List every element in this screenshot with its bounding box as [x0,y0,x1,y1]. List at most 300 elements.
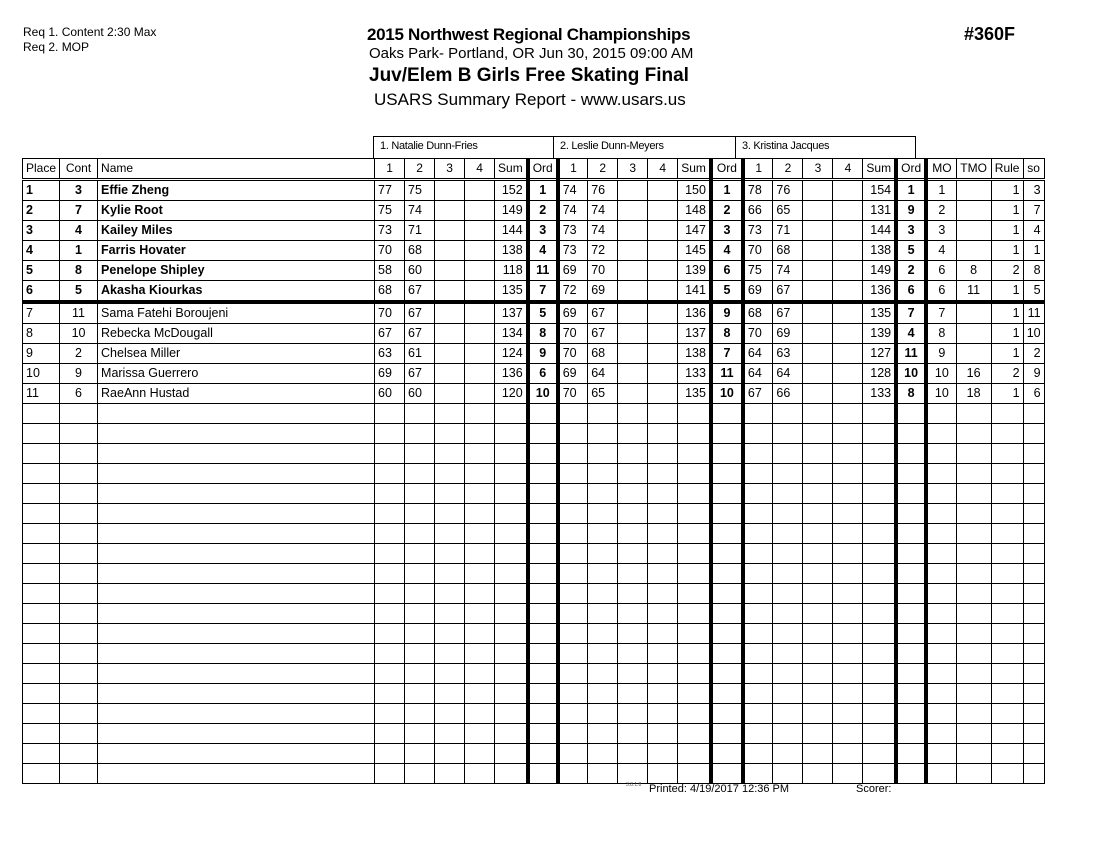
judge-2-cell [558,664,588,684]
judge-2-score-1: 70 [558,384,588,404]
judge-1-cell [405,584,435,604]
judge-3-cell [743,764,773,784]
cont-cell: 3 [60,180,98,201]
rule-cell: 2 [991,261,1023,281]
judge-1-cell [435,704,465,724]
rule-cell: 1 [991,221,1023,241]
judge-3-cell [803,724,833,744]
judge-1-cell [375,404,405,424]
judge-1-score-1: 77 [375,180,405,201]
skater-name [98,644,375,664]
place-cell [23,444,60,464]
blank-row [23,544,1045,564]
judge-2-score-4 [648,221,678,241]
tmo-cell [956,604,991,624]
judge-3-ordinal [896,724,926,744]
skater-name: Marissa Guerrero [98,364,375,384]
tmo-cell [956,241,991,261]
judge-3-score-4 [833,201,863,221]
judge-3-cell [743,724,773,744]
judge-1-score-4 [465,281,495,303]
mo-cell: 1 [926,180,956,201]
judge-1-cell [375,684,405,704]
judge-2-score-2: 67 [588,324,618,344]
cont-cell: 9 [60,364,98,384]
tmo-cell [956,464,991,484]
so-cell: 11 [1023,302,1044,324]
judge-1-score-3 [435,281,465,303]
judge-3-score-3 [803,384,833,404]
judge-2-cell [648,504,678,524]
judge-2-ordinal [711,444,743,464]
judge-1-cell [495,444,528,464]
judge-1-cell [435,484,465,504]
mo-cell [926,524,956,544]
blank-row [23,604,1045,624]
judge-2-ordinal [711,404,743,424]
judge-2-sum: 138 [678,344,711,364]
rule-cell [991,404,1023,424]
tmo-cell: 18 [956,384,991,404]
table-row [23,281,1045,303]
judge-1-sum: 138 [495,241,528,261]
judge-2-cell [648,484,678,504]
judge-3-cell [803,464,833,484]
judge-2-cell [678,704,711,724]
judge-2-cell [558,764,588,784]
judge-1-cell [405,764,435,784]
header-place: Place [23,159,60,180]
table-row [23,201,1045,221]
judge-1-ordinal [528,564,558,584]
cont-cell [60,444,98,464]
judge-2-score-2: 76 [588,180,618,201]
judge-3-cell [863,404,896,424]
judge-1-cell [435,764,465,784]
header-cont: Cont [60,159,98,180]
judge-3-score-1: 64 [743,364,773,384]
judge-2-ordinal [711,484,743,504]
judge-2-cell [558,544,588,564]
judge-2-score-3 [618,324,648,344]
judge-3-ordinal [896,544,926,564]
judge-2-cell [588,604,618,624]
so-cell [1023,504,1044,524]
judge-2-score-1: 74 [558,180,588,201]
judge-2-cell [558,584,588,604]
judge-1-ordinal [528,424,558,444]
judge-2-score-4 [648,344,678,364]
judge-1-cell [375,744,405,764]
judge-3-cell [863,444,896,464]
rule-cell: 1 [991,241,1023,261]
judge-2-cell [618,764,648,784]
mo-cell [926,564,956,584]
judge-3-sum: 136 [863,281,896,303]
judge-2-cell [558,624,588,644]
judge-2-cell [648,404,678,424]
judge-1-score-3 [435,364,465,384]
judge-2-score-3 [618,241,648,261]
judge-1-cell [495,684,528,704]
judge-1-ordinal: 7 [528,281,558,303]
place-cell: 9 [23,344,60,364]
skater-name [98,404,375,424]
judge-2-ordinal: 6 [711,261,743,281]
judge-1-score-3 [435,241,465,261]
judge-1-cell [405,464,435,484]
judge-3-ordinal [896,624,926,644]
mo-cell [926,444,956,464]
judge-3-cell [833,544,863,564]
judge-3-cell [833,404,863,424]
cont-cell: 1 [60,241,98,261]
skater-name [98,484,375,504]
judge-1-cell [435,624,465,644]
judge-3-score-3 [803,201,833,221]
judge-1-score-2: 61 [405,344,435,364]
judge-3-cell [833,484,863,504]
header-j2-sum: Sum [678,159,711,180]
mo-cell: 8 [926,324,956,344]
judge-1-cell [435,644,465,664]
judge-1-score-3 [435,180,465,201]
championship-title: 2015 Northwest Regional Championships [367,25,691,44]
rule-cell [991,684,1023,704]
judge-2-cell [558,724,588,744]
skater-name: Chelsea Miller [98,344,375,364]
so-cell: 9 [1023,364,1044,384]
judge-3-score-3 [803,281,833,303]
blank-row [23,744,1045,764]
header-rule: Rule [991,159,1023,180]
judge-1-cell [405,684,435,704]
judge-2-cell [678,624,711,644]
judge-1-cell [465,524,495,544]
judge-1-cell [495,644,528,664]
judge-1-cell [435,444,465,464]
mo-cell [926,464,956,484]
judge-3-score-2: 65 [773,201,803,221]
rule-cell: 1 [991,344,1023,364]
blank-row [23,584,1045,604]
software-version: 3.8.1.8 [626,782,642,788]
header-j2-s3: 3 [618,159,648,180]
judge-1-cell [375,664,405,684]
judge-1-ordinal [528,644,558,664]
blank-row [23,524,1045,544]
judge-1-cell [465,604,495,624]
header-j3-s3: 3 [803,159,833,180]
rule-cell [991,544,1023,564]
judge-3-cell [803,564,833,584]
judge-2-cell [558,684,588,704]
judge-2-ordinal [711,704,743,724]
so-cell [1023,604,1044,624]
judge-3-ordinal: 7 [896,302,926,324]
judge-3-score-1: 73 [743,221,773,241]
judge-3-cell [863,464,896,484]
place-cell: 8 [23,324,60,344]
so-cell: 5 [1023,281,1044,303]
judge-3-ordinal: 2 [896,261,926,281]
judge-1-cell [405,664,435,684]
so-cell [1023,744,1044,764]
judge-2-cell [618,744,648,764]
judge-2-cell [678,424,711,444]
judge-2-cell [588,544,618,564]
judge-3-cell [863,744,896,764]
judge-1-cell [405,564,435,584]
judge-1-ordinal: 3 [528,221,558,241]
judge-2-ordinal [711,584,743,604]
judge-2-header: 2. Leslie Dunn-Meyers [553,136,736,158]
judge-1-cell [495,524,528,544]
place-cell [23,504,60,524]
judge-1-score-4 [465,241,495,261]
so-cell [1023,584,1044,604]
header-j1-s1: 1 [375,159,405,180]
judge-1-score-1: 69 [375,364,405,384]
judge-1-cell [435,404,465,424]
judge-1-score-4 [465,261,495,281]
judge-2-cell [558,524,588,544]
judge-1-score-2: 74 [405,201,435,221]
rule-cell [991,664,1023,684]
judge-1-score-3 [435,261,465,281]
judge-2-cell [648,684,678,704]
judge-3-cell [803,624,833,644]
tmo-cell [956,180,991,201]
judge-2-cell [678,584,711,604]
so-cell [1023,704,1044,724]
judge-3-score-3 [803,241,833,261]
judge-3-cell [743,544,773,564]
so-cell [1023,484,1044,504]
judge-3-ordinal [896,504,926,524]
scorer-label: Scorer: [856,783,892,795]
cont-cell [60,544,98,564]
judge-2-ordinal: 8 [711,324,743,344]
judge-3-cell [863,724,896,744]
results-table [22,158,1045,784]
judge-3-ordinal [896,664,926,684]
rule-cell: 1 [991,201,1023,221]
tmo-cell [956,664,991,684]
judge-2-score-3 [618,281,648,303]
cont-cell: 4 [60,221,98,241]
skater-name [98,744,375,764]
judge-2-cell [648,444,678,464]
judge-3-ordinal [896,404,926,424]
judge-2-cell [648,744,678,764]
judge-1-cell [465,764,495,784]
judge-2-ordinal [711,664,743,684]
judge-1-sum: 118 [495,261,528,281]
mo-cell [926,504,956,524]
judge-1-score-1: 73 [375,221,405,241]
judge-1-cell [405,444,435,464]
judge-1-score-4 [465,221,495,241]
judge-1-cell [375,624,405,644]
place-cell [23,424,60,444]
judge-1-score-2: 68 [405,241,435,261]
event-number: #360F [964,24,1016,44]
header-mo: MO [926,159,956,180]
header-tmo: TMO [956,159,991,180]
blank-row [23,404,1045,424]
judge-3-cell [833,444,863,464]
rule-cell: 1 [991,384,1023,404]
judge-3-score-1: 69 [743,281,773,303]
cont-cell: 5 [60,281,98,303]
judge-3-score-2: 63 [773,344,803,364]
judge-3-cell [773,524,803,544]
header-j2-s2: 2 [588,159,618,180]
mo-cell: 10 [926,364,956,384]
judge-3-cell [833,464,863,484]
judge-1-cell [465,424,495,444]
tmo-cell [956,684,991,704]
judge-2-cell [588,404,618,424]
judge-2-cell [678,544,711,564]
judge-1-ordinal [528,704,558,724]
cont-cell [60,644,98,664]
judge-1-cell [495,664,528,684]
judge-3-score-4 [833,281,863,303]
blank-row [23,564,1045,584]
judge-3-cell [833,504,863,524]
blank-row [23,424,1045,444]
judge-1-ordinal: 6 [528,364,558,384]
judge-1-cell [405,704,435,724]
judge-1-cell [465,684,495,704]
judge-3-ordinal: 1 [896,180,926,201]
tmo-cell [956,704,991,724]
judge-2-sum: 147 [678,221,711,241]
judge-1-score-4 [465,344,495,364]
judge-3-cell [803,504,833,524]
judge-2-score-3 [618,364,648,384]
judge-2-cell [678,484,711,504]
so-cell [1023,544,1044,564]
judge-3-ordinal [896,604,926,624]
judge-2-score-3 [618,344,648,364]
rule-cell [991,704,1023,724]
judge-2-score-4 [648,241,678,261]
judge-3-cell [773,644,803,664]
judge-1-header: 1. Natalie Dunn-Fries [373,136,554,158]
judge-2-ordinal [711,564,743,584]
judge-1-score-4 [465,302,495,324]
place-cell [23,644,60,664]
blank-row [23,484,1045,504]
judge-3-cell [773,424,803,444]
judge-1-sum: 137 [495,302,528,324]
place-cell: 11 [23,384,60,404]
judge-2-cell [558,504,588,524]
venue-date: Oaks Park- Portland, OR Jun 30, 2015 09:00 AM [369,45,694,62]
judge-1-ordinal [528,604,558,624]
judge-1-ordinal [528,404,558,424]
judge-1-cell [375,504,405,524]
so-cell: 8 [1023,261,1044,281]
judge-3-sum: 154 [863,180,896,201]
judge-2-cell [618,464,648,484]
judge-2-sum: 141 [678,281,711,303]
judge-1-cell [375,444,405,464]
tmo-cell [956,444,991,464]
judge-1-cell [465,584,495,604]
judge-2-score-3 [618,201,648,221]
judge-1-ordinal: 9 [528,344,558,364]
judge-3-sum: 133 [863,384,896,404]
mo-cell: 9 [926,344,956,364]
judge-2-sum: 145 [678,241,711,261]
blank-row [23,704,1045,724]
cont-cell: 11 [60,302,98,324]
mo-cell: 3 [926,221,956,241]
judge-1-cell [405,504,435,524]
judge-1-cell [405,644,435,664]
judge-3-cell [863,544,896,564]
place-cell [23,464,60,484]
blank-row [23,624,1045,644]
place-cell [23,624,60,644]
judge-1-cell [435,504,465,524]
judge-1-score-3 [435,324,465,344]
mo-cell: 10 [926,384,956,404]
judge-3-cell [743,684,773,704]
judge-1-score-4 [465,324,495,344]
blank-row [23,444,1045,464]
judge-3-cell [743,744,773,764]
judge-3-cell [803,484,833,504]
judge-2-sum: 148 [678,201,711,221]
so-cell [1023,404,1044,424]
judge-2-cell [678,744,711,764]
judge-3-cell [803,544,833,564]
judge-3-score-3 [803,344,833,364]
place-cell [23,724,60,744]
judge-1-cell [465,664,495,684]
judge-2-ordinal [711,744,743,764]
skater-name: Rebecka McDougall [98,324,375,344]
judge-1-score-2: 67 [405,302,435,324]
skater-name [98,624,375,644]
judge-2-cell [618,624,648,644]
event-title: Juv/Elem B Girls Free Skating Final [369,65,689,86]
mo-cell: 7 [926,302,956,324]
header-j3-s4: 4 [833,159,863,180]
judge-3-cell [863,424,896,444]
skater-name: Kylie Root [98,201,375,221]
judge-3-score-3 [803,180,833,201]
rule-cell [991,624,1023,644]
judge-3-score-2: 66 [773,384,803,404]
rule-cell: 1 [991,180,1023,201]
so-cell: 4 [1023,221,1044,241]
judge-1-score-3 [435,384,465,404]
judge-2-score-3 [618,221,648,241]
judge-3-cell [833,704,863,724]
judge-2-cell [588,664,618,684]
judge-1-cell [495,564,528,584]
judge-2-cell [678,684,711,704]
cont-cell: 7 [60,201,98,221]
so-cell [1023,684,1044,704]
place-cell [23,604,60,624]
